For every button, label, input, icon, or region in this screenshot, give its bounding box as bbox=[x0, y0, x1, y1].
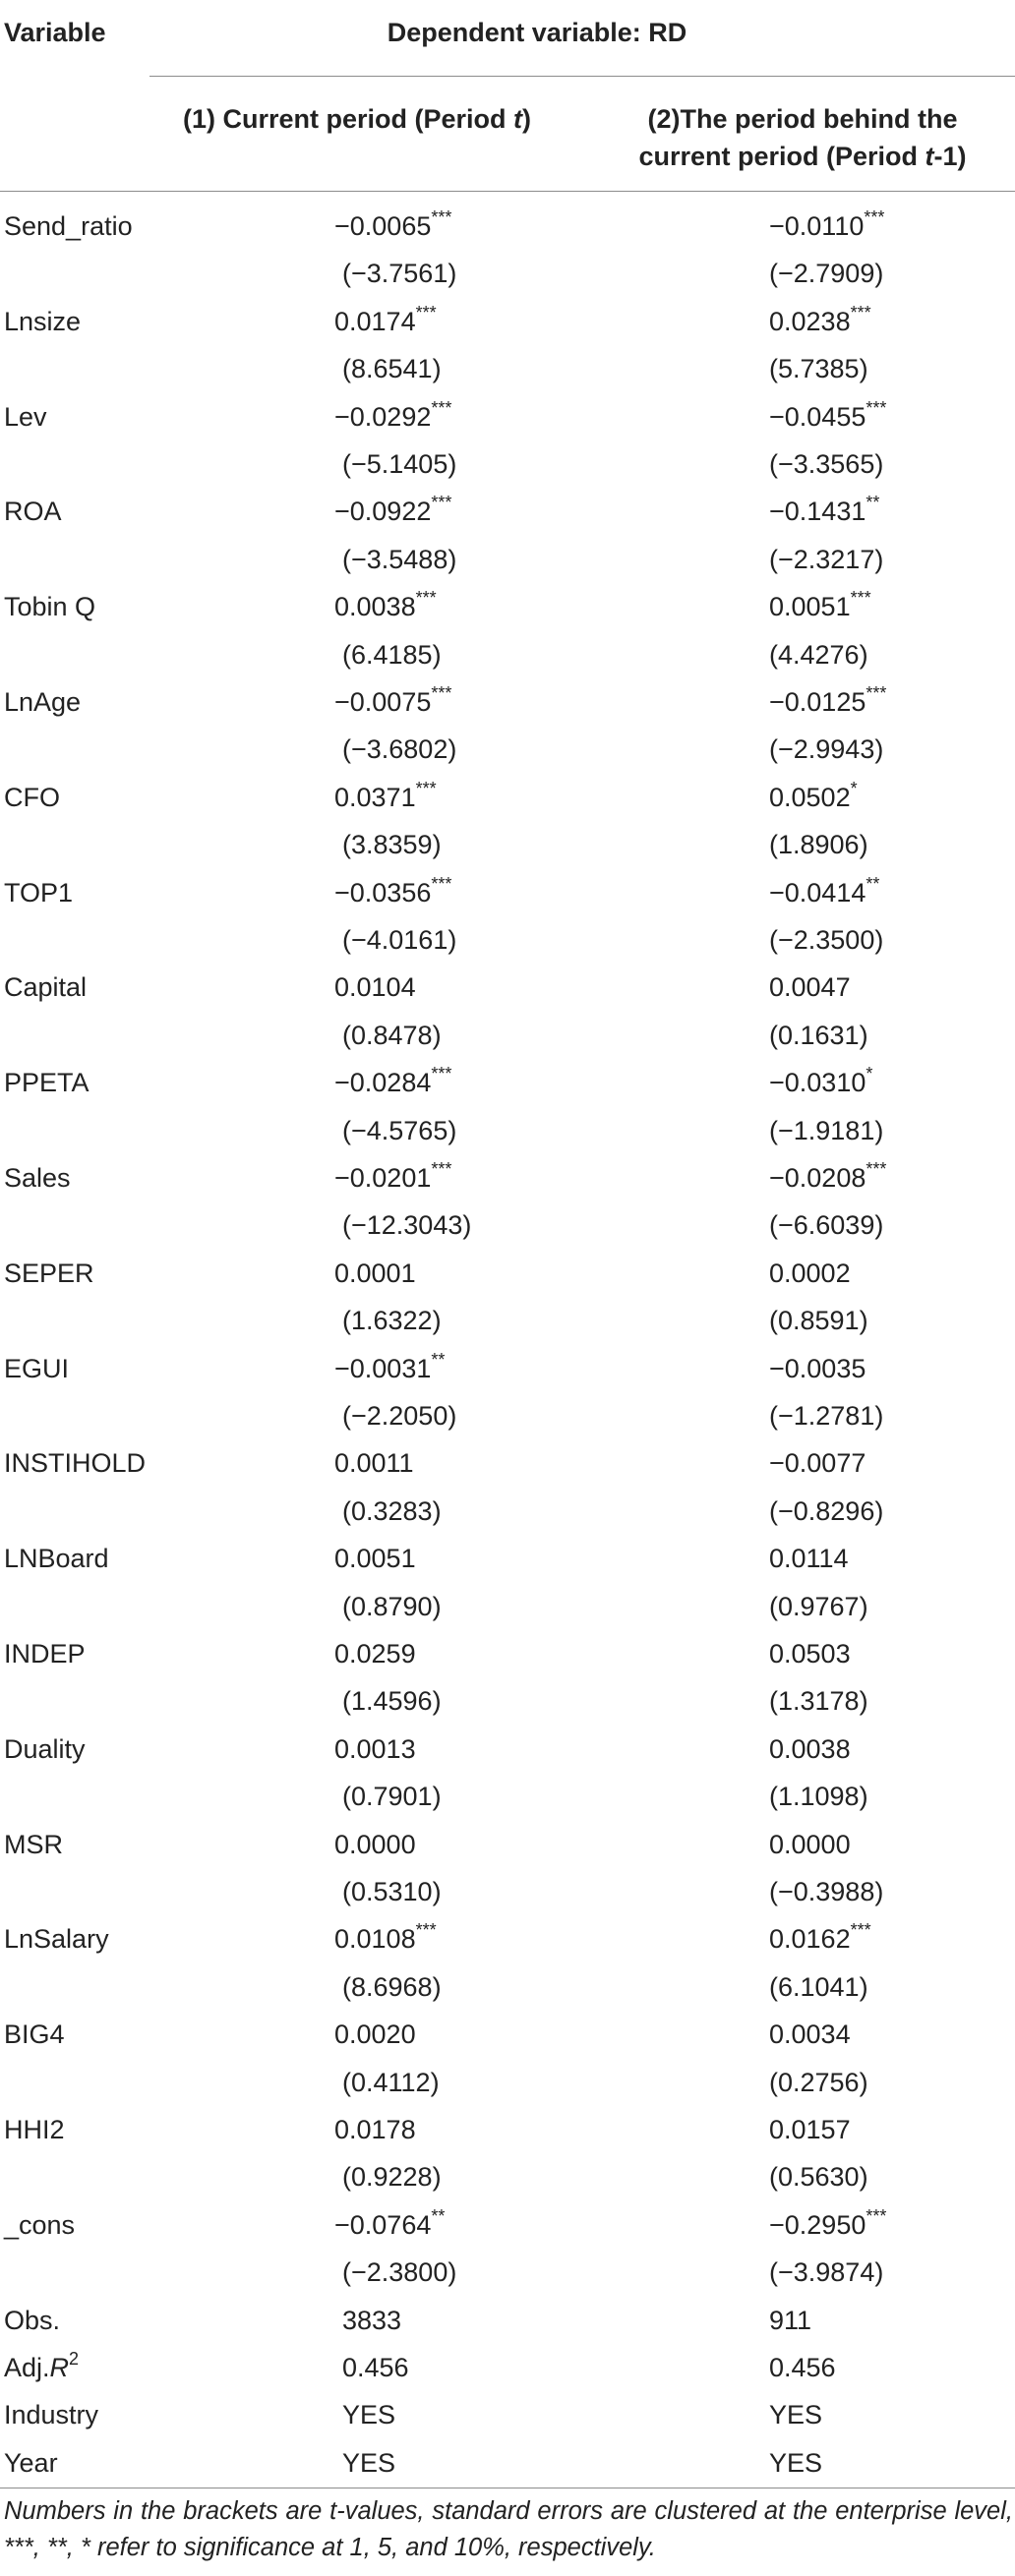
variable-name: Sales bbox=[4, 1163, 71, 1193]
coef-period-t-1: 0.0162*** bbox=[769, 1920, 871, 1954]
tvalue-period-t-1: (−1.2781) bbox=[769, 1401, 884, 1431]
variable-name: CFO bbox=[4, 783, 60, 812]
coef-period-t-1: −0.0125*** bbox=[769, 683, 887, 717]
tvalue-period-t: (3.8359) bbox=[342, 830, 442, 859]
tvalue-period-t: (−3.5488) bbox=[342, 545, 457, 574]
significance-stars: * bbox=[850, 779, 858, 798]
variable-name: Send_ratio bbox=[4, 211, 133, 241]
header-variable: Variable bbox=[4, 18, 106, 47]
variable-name: TOP1 bbox=[4, 878, 74, 907]
significance-stars: ** bbox=[866, 493, 880, 512]
significance-stars: *** bbox=[850, 588, 871, 608]
tvalue-period-t-1: (6.1041) bbox=[769, 1972, 868, 2002]
variable-name: INSTIHOLD bbox=[4, 1448, 147, 1478]
coef-period-t: 0.0001 bbox=[334, 1259, 416, 1288]
coef-period-t: 0.0038*** bbox=[334, 588, 437, 621]
tvalue-period-t: (−5.1405) bbox=[342, 449, 457, 479]
tvalue-period-t-1: (0.1631) bbox=[769, 1021, 868, 1050]
tvalue-period-t-1: (1.8906) bbox=[769, 830, 868, 859]
significance-stars: ** bbox=[866, 874, 880, 894]
significance-stars: *** bbox=[431, 874, 452, 894]
coef-period-t: 0.0000 bbox=[334, 1830, 416, 1859]
coef-period-t-1: 0.0002 bbox=[769, 1259, 851, 1288]
variable-name: Lnsize bbox=[4, 307, 82, 336]
tvalue-period-t-1: (−0.3988) bbox=[769, 1877, 884, 1906]
coef-period-t-1: −0.0455*** bbox=[769, 398, 887, 432]
coef-period-t: 0.0104 bbox=[334, 972, 416, 1002]
tvalue-period-t-1: (−3.3565) bbox=[769, 449, 884, 479]
coef-period-t: 0.0178 bbox=[334, 2115, 416, 2144]
significance-stars: *** bbox=[431, 398, 452, 418]
coef-period-t: −0.0065*** bbox=[334, 207, 452, 241]
stat-period-t: 3833 bbox=[342, 2306, 402, 2335]
tvalue-period-t: (0.3283) bbox=[342, 1496, 442, 1526]
variable-name: SEPER bbox=[4, 1259, 94, 1288]
tvalue-period-t-1: (−0.8296) bbox=[769, 1496, 884, 1526]
variable-name: Lev bbox=[4, 402, 47, 432]
significance-stars: *** bbox=[431, 1064, 452, 1083]
tvalue-period-t: (−4.5765) bbox=[342, 1116, 457, 1145]
coef-period-t-1: −0.0035 bbox=[769, 1354, 866, 1383]
stat-period-t-1: YES bbox=[769, 2400, 823, 2430]
coef-period-t-1: 0.0238*** bbox=[769, 303, 871, 336]
variable-name: _cons bbox=[4, 2210, 76, 2240]
tvalue-period-t-1: (0.2756) bbox=[769, 2068, 868, 2097]
variable-name: LnAge bbox=[4, 687, 82, 717]
header-bottom-rule bbox=[0, 191, 1015, 192]
coef-period-t: 0.0020 bbox=[334, 2020, 416, 2049]
variable-name: LNBoard bbox=[4, 1544, 109, 1573]
tvalue-period-t: (−3.7561) bbox=[342, 259, 457, 288]
variable-name: Tobin Q bbox=[4, 592, 96, 621]
header-col2: (2)The period behind the current period (Period t-1) bbox=[638, 104, 967, 171]
coef-period-t-1: 0.0047 bbox=[769, 972, 851, 1002]
significance-stars: ** bbox=[431, 1350, 446, 1370]
tvalue-period-t-1: (1.1098) bbox=[769, 1782, 868, 1811]
stat-name: Industry bbox=[4, 2400, 99, 2430]
variable-name: MSR bbox=[4, 1830, 63, 1859]
coef-period-t-1: 0.0503 bbox=[769, 1639, 851, 1669]
coef-period-t: −0.0201*** bbox=[334, 1159, 452, 1193]
header-dependent-variable: Dependent variable: RD bbox=[387, 18, 687, 47]
tvalue-period-t: (1.4596) bbox=[342, 1686, 442, 1716]
variable-name: Capital bbox=[4, 972, 88, 1002]
coef-period-t: −0.0292*** bbox=[334, 398, 452, 432]
tvalue-period-t-1: (1.3178) bbox=[769, 1686, 868, 1716]
tvalue-period-t-1: (5.7385) bbox=[769, 354, 868, 383]
stat-period-t-1: YES bbox=[769, 2448, 823, 2478]
stat-period-t-1: 0.456 bbox=[769, 2353, 836, 2382]
tvalue-period-t: (−3.6802) bbox=[342, 734, 457, 764]
significance-stars: *** bbox=[850, 303, 871, 322]
tvalue-period-t: (0.9228) bbox=[342, 2162, 442, 2192]
tvalue-period-t: (0.4112) bbox=[342, 2068, 440, 2097]
footnote: Numbers in the brackets are t-values, standard errors are clustered at the enterprise level, ***, **, * refer to significance at 1, 5, and 10%, respectively. bbox=[4, 2497, 1013, 2561]
header-subrule bbox=[149, 76, 1015, 77]
significance-stars: *** bbox=[431, 493, 452, 512]
variable-name: Duality bbox=[4, 1734, 86, 1764]
header-col1: (1) Current period (Period t) bbox=[183, 104, 532, 134]
tvalue-period-t: (0.7901) bbox=[342, 1782, 442, 1811]
tvalue-period-t: (8.6968) bbox=[342, 1972, 442, 2002]
coef-period-t-1: 0.0038 bbox=[769, 1734, 851, 1764]
coef-period-t: −0.0031** bbox=[334, 1350, 446, 1383]
significance-stars: ** bbox=[431, 2206, 446, 2226]
stat-period-t: 0.456 bbox=[342, 2353, 409, 2382]
variable-name: LnSalary bbox=[4, 1924, 109, 1954]
coef-period-t-1: −0.0208*** bbox=[769, 1159, 887, 1193]
tvalue-period-t: (−2.3800) bbox=[342, 2257, 457, 2287]
coef-period-t-1: −0.0110*** bbox=[769, 207, 885, 241]
significance-stars: *** bbox=[431, 207, 452, 227]
coef-period-t-1: −0.1431** bbox=[769, 493, 880, 526]
significance-stars: *** bbox=[866, 683, 887, 703]
stat-name: Year bbox=[4, 2448, 58, 2478]
tvalue-period-t-1: (−2.3500) bbox=[769, 925, 884, 955]
significance-stars: *** bbox=[415, 779, 437, 798]
tvalue-period-t-1: (−2.3217) bbox=[769, 545, 884, 574]
variable-name: EGUI bbox=[4, 1354, 70, 1383]
tvalue-period-t: (6.4185) bbox=[342, 640, 442, 670]
stat-period-t: YES bbox=[342, 2400, 396, 2430]
coef-period-t: 0.0051 bbox=[334, 1544, 416, 1573]
coef-period-t-1: −0.0310* bbox=[769, 1064, 873, 1097]
tvalue-period-t-1: (−6.6039) bbox=[769, 1210, 884, 1240]
coef-period-t-1: −0.0077 bbox=[769, 1448, 866, 1478]
significance-stars: *** bbox=[866, 2206, 887, 2226]
stat-name: Obs. bbox=[4, 2306, 61, 2335]
tvalue-period-t-1: (−3.9874) bbox=[769, 2257, 884, 2287]
variable-name: INDEP bbox=[4, 1639, 86, 1669]
coef-period-t: 0.0013 bbox=[334, 1734, 416, 1764]
significance-stars: *** bbox=[850, 1920, 871, 1940]
tvalue-period-t-1: (−2.9943) bbox=[769, 734, 884, 764]
significance-stars: *** bbox=[415, 303, 437, 322]
tvalue-period-t: (8.6541) bbox=[342, 354, 442, 383]
stat-period-t-1: 911 bbox=[769, 2306, 812, 2335]
significance-stars: *** bbox=[431, 683, 452, 703]
coef-period-t-1: 0.0157 bbox=[769, 2115, 851, 2144]
tvalue-period-t: (−12.3043) bbox=[342, 1210, 472, 1240]
tvalue-period-t: (−2.2050) bbox=[342, 1401, 457, 1431]
tvalue-period-t: (0.5310) bbox=[342, 1877, 442, 1906]
variable-name: HHI2 bbox=[4, 2115, 65, 2144]
coef-period-t-1: 0.0502* bbox=[769, 779, 858, 812]
variable-name: ROA bbox=[4, 497, 62, 526]
variable-name: BIG4 bbox=[4, 2020, 65, 2049]
coef-period-t: 0.0371*** bbox=[334, 779, 437, 812]
significance-stars: *** bbox=[866, 398, 887, 418]
stat-name: $Adj.R^2$ bbox=[4, 2349, 80, 2382]
coef-period-t-1: 0.0000 bbox=[769, 1830, 851, 1859]
tvalue-period-t-1: (−2.7909) bbox=[769, 259, 884, 288]
tvalue-period-t-1: (4.4276) bbox=[769, 640, 868, 670]
coef-period-t-1: −0.0414** bbox=[769, 874, 880, 907]
significance-stars: *** bbox=[415, 1920, 437, 1940]
coef-period-t: −0.0284*** bbox=[334, 1064, 452, 1097]
coef-period-t-1: −0.2950*** bbox=[769, 2206, 887, 2240]
significance-stars: *** bbox=[431, 1159, 452, 1179]
coef-period-t-1: 0.0034 bbox=[769, 2020, 851, 2049]
coef-period-t-1: 0.0051*** bbox=[769, 588, 871, 621]
tvalue-period-t-1: (0.5630) bbox=[769, 2162, 868, 2192]
coef-period-t: 0.0259 bbox=[334, 1639, 416, 1669]
coef-period-t: −0.0922*** bbox=[334, 493, 452, 526]
coef-period-t: −0.0075*** bbox=[334, 683, 452, 717]
coef-period-t: −0.0764** bbox=[334, 2206, 446, 2240]
coef-period-t: 0.0108*** bbox=[334, 1920, 437, 1954]
tvalue-period-t: (1.6322) bbox=[342, 1306, 442, 1335]
stat-period-t: YES bbox=[342, 2448, 396, 2478]
significance-stars: *** bbox=[415, 588, 437, 608]
tvalue-period-t: (−4.0161) bbox=[342, 925, 457, 955]
significance-stars: *** bbox=[864, 207, 885, 227]
tvalue-period-t-1: (0.9767) bbox=[769, 1592, 868, 1621]
variable-name: PPETA bbox=[4, 1068, 90, 1097]
tvalue-period-t: (0.8790) bbox=[342, 1592, 442, 1621]
tvalue-period-t: (0.8478) bbox=[342, 1021, 442, 1050]
tvalue-period-t-1: (0.8591) bbox=[769, 1306, 868, 1335]
significance-stars: * bbox=[866, 1064, 873, 1083]
coef-period-t: 0.0174*** bbox=[334, 303, 437, 336]
coef-period-t: −0.0356*** bbox=[334, 874, 452, 907]
tvalue-period-t-1: (−1.9181) bbox=[769, 1116, 884, 1145]
significance-stars: *** bbox=[866, 1159, 887, 1179]
coef-period-t-1: 0.0114 bbox=[769, 1544, 849, 1573]
coef-period-t: 0.0011 bbox=[334, 1448, 414, 1478]
